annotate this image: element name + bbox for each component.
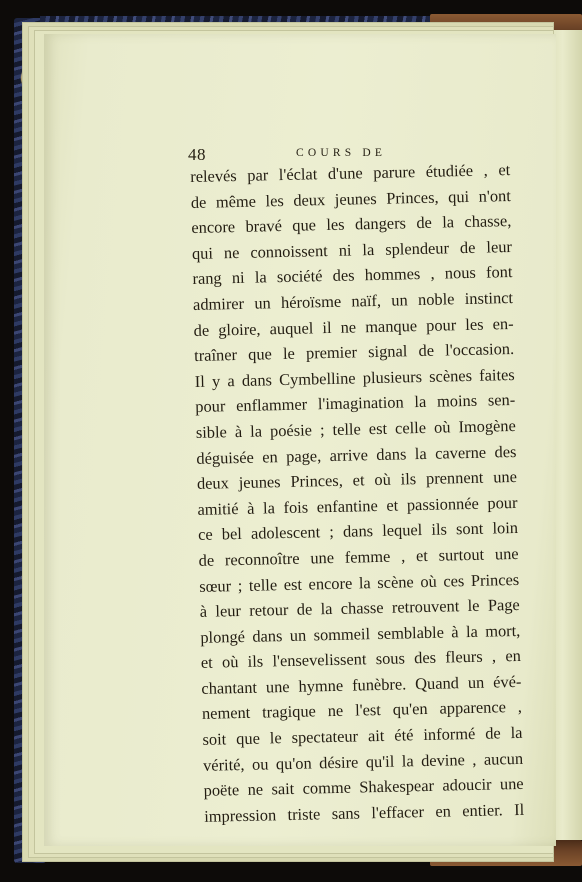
text-line: deux jeunes Princes, et où ils prennent une — [196, 467, 518, 494]
text-line: qui ne connoissent ni la splendeur de leur — [191, 236, 513, 263]
text-line: amitié à la fois enfantine et passionnée pour — [197, 492, 518, 519]
text-line: encore bravé que les dangers de la chasse, — [191, 211, 512, 238]
text-line: chantant une hymne funèbre. Quand un évé- — [201, 671, 522, 698]
text-line: admirer un héroïsme naïf, un noble instinct — [192, 287, 514, 314]
text-line: sible à la poésie ; telle est celle où Imogène — [195, 415, 516, 442]
text-line: nement tragique ne l'est qu'en apparence , — [201, 697, 523, 724]
body-text — [190, 157, 534, 829]
text-line: ce bel adolescent ; dans lequel ils sont loin — [197, 518, 519, 545]
text-line: plongé dans un sommeil semblable à la mort, — [200, 620, 521, 647]
running-title: COURS DE — [296, 147, 387, 159]
text-line: déguisée en page, arrive dans la caverne des — [196, 441, 517, 468]
text-line: impression triste sans l'effacer en entier. Il — [204, 799, 525, 826]
text-line: pour enflammer l'imagination la moins sen- — [195, 390, 516, 417]
text-line: vérité, ou qu'on désire qu'il la devine , aucun — [202, 748, 524, 775]
text-line: poëte ne sait comme Shakespear adoucir une — [203, 774, 524, 801]
page-number: 48 — [188, 145, 206, 164]
text-line: traîner que le premier signal de l'occasion. — [193, 339, 515, 366]
text-line: sœur ; telle est encore la scène où ces Princes — [198, 569, 520, 596]
text-line: Il y a dans Cymbelline plusieurs scènes faites — [194, 364, 515, 391]
text-line: relevés par l'éclat d'une parure étudiée , et — [190, 160, 511, 186]
text-line: de gloire, auquel il ne manque pour les en- — [193, 313, 514, 340]
text-line: soit que le spectateur ait été informé de la — [202, 722, 523, 749]
text-line: rang ni la société des hommes , nous font — [192, 262, 513, 289]
text-line: à leur retour de la chasse retrouvent le Page — [199, 595, 520, 621]
text-line: et où ils l'ensevelissent sous des fleurs , en — [200, 646, 522, 673]
text-line: de reconnoître une femme , et surtout une — [198, 543, 519, 570]
text-line: de même les deux jeunes Princes, qui n'ont — [190, 185, 511, 212]
